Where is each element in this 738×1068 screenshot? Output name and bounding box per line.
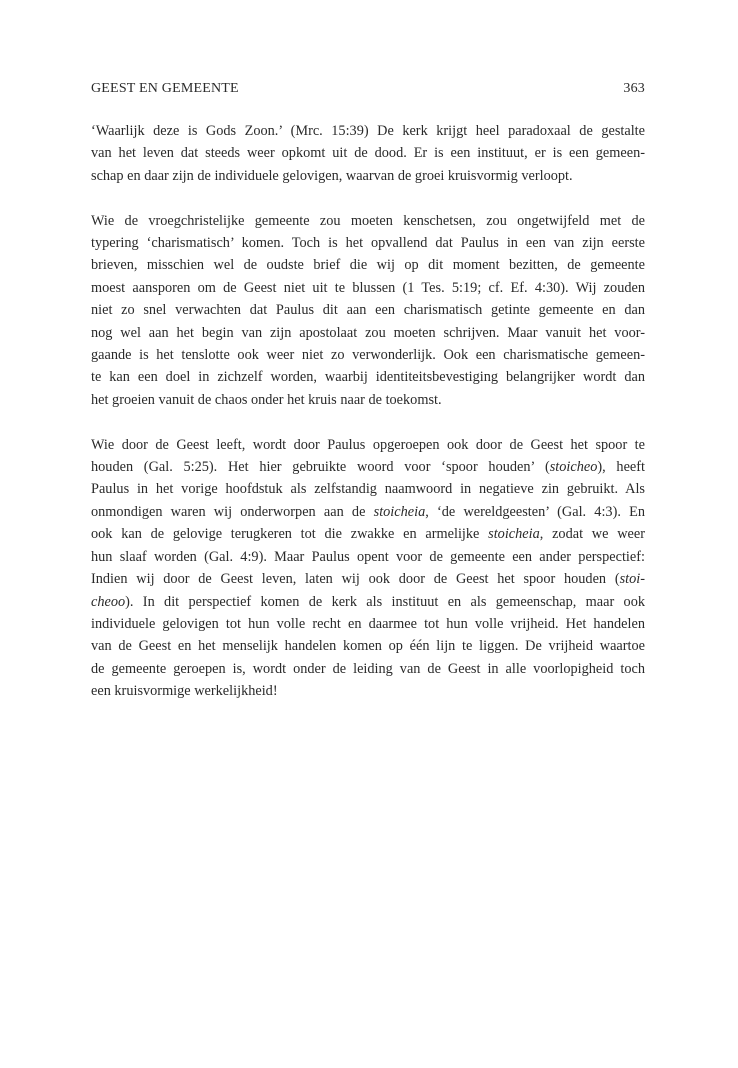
text-line (91, 613, 645, 635)
text-run: Wie door de Geest leeft, wordt door Paulus opgeroepen ook door de Geest het spoor te (91, 436, 645, 453)
text-run: , ‘de wereldgeesten’ (Gal. 4:3). En (425, 503, 645, 520)
text-line (91, 254, 645, 276)
text-line (91, 635, 645, 657)
text-run: een kruisvormige werkelijkheid! (91, 683, 278, 700)
text-run: ook kan de gelovige terugkeren tot die zwakke en armelijke (91, 526, 489, 543)
text-line (91, 434, 645, 456)
body-text (91, 120, 645, 703)
text-run: onmondigen waren wij onderworpen aan de (91, 503, 374, 520)
text-line (91, 456, 645, 478)
text-line (91, 210, 645, 232)
text-run: het groeien vanuit de chaos onder het kruis naar de toekomst. (91, 391, 442, 408)
book-page (91, 80, 645, 725)
text-run: , zodat we weer (539, 526, 645, 543)
text-run: ), heeft (597, 459, 645, 476)
paragraph (91, 120, 645, 187)
text-line (91, 658, 645, 680)
text-line (91, 591, 645, 613)
text-line (91, 322, 645, 344)
text-line (91, 389, 645, 411)
text-line (91, 165, 645, 187)
text-run: van de Geest en het menselijk handelen komen op één lijn te liggen. De vrijheid waartoe (91, 638, 645, 655)
text-run: te kan een doel in zichzelf worden, waarbij identiteitsbevestiging belangrijker wordt dan (91, 369, 645, 386)
text-run: hun slaaf worden (Gal. 4:9). Maar Paulus opent voor de gemeente een ander perspectief: (91, 548, 645, 565)
text-run: schap en daar zijn de individuele gelovigen, waarvan de groei kruisvormig verloopt. (91, 167, 573, 184)
text-line (91, 501, 645, 523)
chapter-title: GEEST EN GEMEENTE (91, 81, 239, 96)
text-line (91, 120, 645, 142)
text-run: individuele gelovigen tot hun volle recht en daarmee tot hun volle vrijheid. Het handelen (91, 615, 645, 632)
text-line (91, 277, 645, 299)
text-line (91, 478, 645, 500)
paragraph (91, 210, 645, 412)
text-line (91, 142, 645, 164)
text-line (91, 344, 645, 366)
text-run: brieven, misschien wel de oudste brief die wij op dit moment bezitten, de gemeente (91, 257, 645, 274)
text-line (91, 366, 645, 388)
running-head (91, 80, 645, 98)
italic-term: stoicheia (488, 526, 540, 543)
text-run: Wie de vroegchristelijke gemeente zou moeten kenschetsen, zou ongetwijfeld met de (91, 212, 645, 229)
text-run: ‘Waarlijk deze is Gods Zoon.’ (Mrc. 15:39) De kerk krijgt heel paradoxaal de gestalte (91, 123, 645, 139)
text-line (91, 232, 645, 254)
paragraph (91, 434, 645, 703)
text-line (91, 523, 645, 545)
text-run: van het leven dat steeds weer opkomt uit de dood. Er is een instituut, er is een gemeen- (91, 145, 645, 162)
text-run: Paulus in het vorige hoofdstuk als zelfstandig naamwoord in negatieve zin gebruikt. Als (91, 481, 645, 498)
italic-term: stoicheia (373, 503, 426, 520)
text-run: Indien wij door de Geest leven, laten wij ook door de Geest het spoor houden ( (91, 571, 620, 588)
text-run: ). In dit perspectief komen de kerk als instituut en als gemeenschap, maar ook (125, 593, 645, 610)
page-number: 363 (623, 81, 645, 96)
text-run: niet zo snel verwachten dat Paulus dit aan een charismatisch getinte gemeente en dan (91, 302, 645, 319)
text-run: houden (Gal. 5:25). Het hier gebruikte woord voor ‘spoor houden’ ( (91, 459, 550, 476)
text-run: nog wel aan het begin van zijn apostolaat zou moeten schrijven. Maar vanuit het voor- (91, 324, 645, 341)
text-line (91, 299, 645, 321)
text-line (91, 568, 645, 590)
text-run: moest aansporen om de Geest niet uit te blussen (1 Tes. 5:19; cf. Ef. 4:30). Wij zouden (91, 279, 645, 296)
text-run: de gemeente geroepen is, wordt onder de leiding van de Geest in alle voorlopigheid toch (91, 660, 645, 677)
italic-term: cheoo (91, 593, 126, 610)
text-run: typering ‘charismatisch’ komen. Toch is het opvallend dat Paulus in een van zijn eerste (91, 235, 645, 252)
text-line (91, 546, 645, 568)
italic-term: stoi- (619, 571, 645, 588)
text-line (91, 680, 645, 702)
text-run: gaande is het tenslotte ook weer niet zo verwonderlijk. Ook een charismatische gemeen- (91, 347, 645, 364)
italic-term: stoicheo (549, 459, 598, 476)
